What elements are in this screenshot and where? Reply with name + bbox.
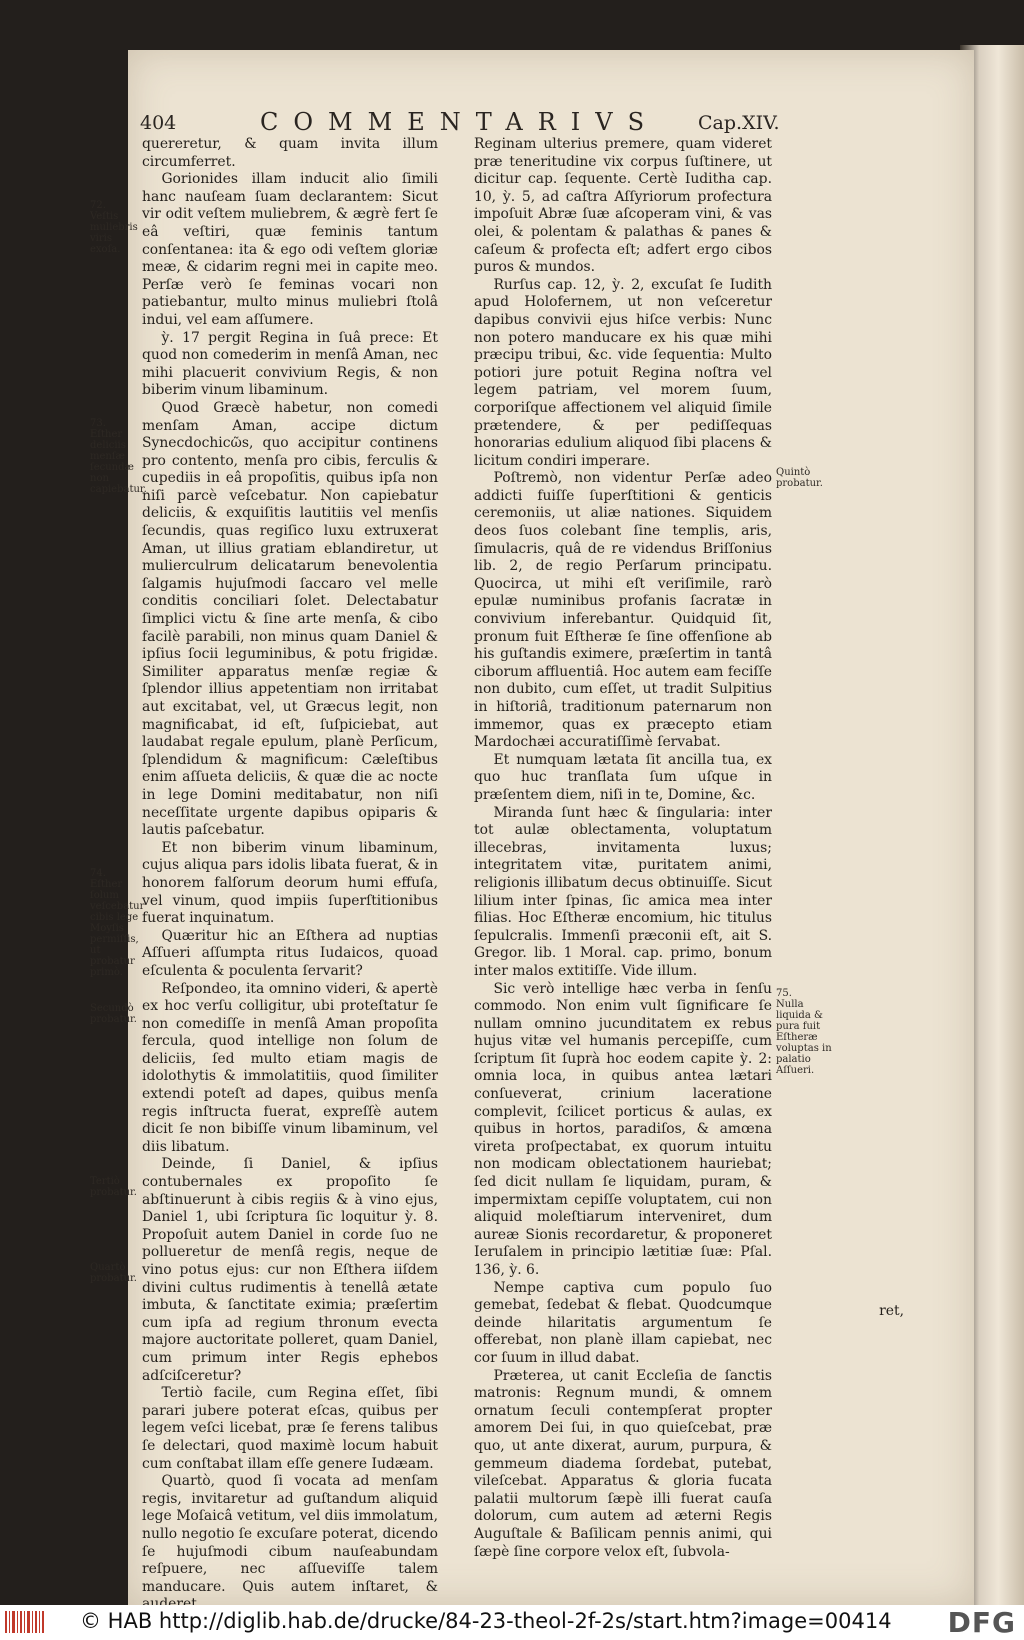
margin-note-number: 74.	[90, 868, 106, 879]
paragraph: Gorionides illam inducit alio ſimili hanc nauſeam ſuam declarantem: Sicut vir odit veſtem muliebrem, & ægrè fert ſe eâ veſtiri, quæ feminis tantum conſentanea: ita & ego odi veſtem gloriæ meæ, & cidarim regni mei in capite meo. Perſæ verò ſe feminas vocari non patiebantur, multo minus muliebri ſtolâ indui, vel eam aſſumere.	[142, 171, 438, 328]
paragraph: ỳ. 17 pergit Regina in ſuâ prece: Et quod non comederim in menſâ Aman, nec mihi placuerit convivium Regis, & non biberim vinum libaminum.	[142, 329, 438, 399]
paragraph: Miranda ſunt hæc & ſingularia: inter tot aulæ oblectamenta, voluptatum illecebras, invitamenta luxus; integritatem vitæ, puritatem animi, religionis illibatum decus obtinuiſſe. Sicut lilium inter ſpinas, ſic amica mea inter filias. Hoc Eſtheræ encomium, hic titulus ſepulcralis. Immenſi præconii eſt, ait S. Gregor. lib. 1 Moral. cap. primo, bonum inter malos extitiſſe. Vide illum.	[474, 804, 772, 979]
margin-note-number: 72.	[90, 200, 106, 211]
margin-note-73	[90, 418, 147, 495]
paragraph: quereretur, & quam invita illum circumferret.	[142, 136, 438, 170]
paragraph: Et numquam lætata ſit ancilla tua, ex quo huc tranſlata ſum uſque in præſentem diem, niſi in te, Domine, &c.	[474, 751, 772, 803]
source-link[interactable]: © HAB http://diglib.hab.de/drucke/84-23-theol-2f-2s/start.htm?image=00414	[80, 1609, 892, 1633]
margin-note-75	[776, 988, 836, 1076]
margin-note-text: Secundò probatur.	[90, 1003, 137, 1025]
paragraph: Reſpondeo, ita omnino videri, & apertè ex hoc verſu colligitur, ubi proteſtatur ſe non comediſſe in menſâ Aman propoſita fercula, quod intellige non ſolum de deliciis, ſed multo etiam magis de idolothytis & immolatitiis, quod ſimiliter extendi poteſt ad dapes, quibus menſa regis inſtructa fuerat, expreſſè autem dicit ſe non bibiſſe vinum libaminum, vel diis libatum.	[142, 980, 438, 1155]
margin-note-text: Quartò probatur.	[90, 1262, 137, 1284]
catchword: ret,	[879, 1303, 904, 1319]
footer-bar	[0, 1605, 1024, 1640]
margin-note-number: 75.	[776, 988, 792, 999]
margin-note-text: Nulla liquida & pura fuit Eſtheræ voluptas in palatio Aſſueri.	[776, 999, 832, 1076]
paragraph: Rurſus cap. 12, ỳ. 2, excuſat ſe Iudith apud Holofernem, ut non veſceretur dapibus convivii ejus hiſce verbis: Nunc non potero manducare ex his quæ mihi præcipu tribui, &c. vide ſequentia: Multo potiori jure potuit Regina noſtra vel legem patriam, vel morem ſuum, corporiſque affectionem vel aliquid ſimile prætendere, & per pediſſequas honorarias edulium aliquod ſibi placens & licitum condiri imperare.	[474, 276, 772, 469]
paragraph: Et non biberim vinum libaminum, cujus aliqua pars idolis libata fuerat, & in honorem falſorum deorum humi effuſa, vel vinum, quod impiis ſuperſtitionibus fuerat inquinatum.	[142, 839, 438, 927]
margin-note-text: Tertiò probatur.	[90, 1176, 137, 1198]
paragraph: Sic verò intellige hæc verba in ſenſu commodo. Non enim vult ſignificare ſe nullam omnino jucunditatem ex rebus hujus vitæ vel humanis percepiſſe, cum ſcriptum ſit ſuprà hoc eodem capite ỳ. 2: omnia loca, in quibus antea lætari conſueverat, crinium laceratione complevit, ſcilicet porticus & aulas, ex quibus in hortos, paradiſos, & amœna vireta proſpectabat, ex quorum intuitu non modicam oblectationem hauriebat; ſed dicit nullam ſe liquidam, puram, & impermixtam cepiſſe voluptatem, cui non aliquid moleſtiarum interveniret, dum aureæ Sionis recordaretur, & proponeret Ieruſalem in principio lætitiæ ſuæ: Pſal. 136, ỳ. 6.	[474, 980, 772, 1278]
margin-note-text: Veſtis muliebris viris exoſa.	[90, 211, 138, 255]
margin-note-quarto	[90, 1262, 142, 1284]
margin-note-tertio	[90, 1176, 142, 1198]
paragraph: Tertiò facile, cum Regina eſſet, ſibi parari jubere poterat eſcas, quibus per legem veſci licebat, præ ſe ferens talibus ſe delectari, quod maximè locum habuit cum conſtabat illam eſſe genere Iudæam.	[142, 1385, 438, 1472]
chapter-label: Cap.XIV.	[698, 112, 780, 134]
paragraph: Reginam ulterius premere, quam videret præ teneritudine vix corpus ſuſtinere, ut dicitur cap. ſequente. Certè Iuditha cap. 10, ỳ. 5, ad caſtra Aſſyriorum profectura impoſuit Abræ ſuæ aſcoperam vini, & vas olei, & polentam & palathas & panes & caſeum & profecta eſt; adfert ergo cibos puros & mundos.	[474, 136, 772, 276]
text-column-right	[474, 136, 772, 1561]
margin-note-secundo	[90, 1003, 142, 1025]
paragraph: Poſtremò, non videntur Perſæ adeo addicti fuiſſe ſuperſtitioni & genticis ceremoniis, ut aliæ nationes. Siquidem deos ſuos colebant ſine templis, aris, ſimulacris, quâ de re videndus Briſſonius lib. 2, de regio Perſarum principatu. Quocirca, ut mihi eſt veriſimile, rarò epulæ numinibus profanis ſacratæ in convivium inferebantur. Quidquid ſit, pronum fuit Eſtheræ ſe ſine offenſione ab his guſtandis eximere, præſertim in tantâ ciborum affluentiâ. Hoc autem eam feciſſe non dubito, cum eſſet, ut tradit Sulpitius in hiſtoriâ, traditionum paternarum non immemor, quas ex præcepto etiam Mardochæi accuratiſſimè ſervabat.	[474, 470, 772, 751]
margin-note-text: Eſther deliciis menſæ ſecundæ non capiebatur.	[90, 429, 147, 495]
paragraph: Quod Græcè habetur, non comedi menſam Aman, accipe dictum Synecdochicῶs, quo accipitur continens pro contento, menſa pro cibis, ferculis & cupediis in eâ propoſitis, quibus ipſa non niſi parcè veſcebatur. Non capiebatur deliciis, & exquiſitis lautitiis vel menſis ſecundis, quas regiſico luxu extruxerat Aman, ut illius gratiam eblandiretur, ut mulierculrum delicatarum benevolentia ſalgamis hujuſmodi ſaccaro vel melle conditis conciliari ſolet. Delectabatur ſimplici victu & ſine arte menſa, & cibo facilè parabili, non minus quam Daniel & ipſius ſocii leguminibus, & potu frigidæ. Similiter apparatus menſæ regiæ & ſplendor illius appetentiam non irritabat aut excitabat, vel, ut Græcus legit, non magnificabat, id eſt, ſuſpiciebat, aut laudabat regale epulum, planè Perſicum, ſplendidum & magnificum: Cæleſtibus enim aſſueta deliciis, & quæ die ac nocte in lege Domini meditabatur, non niſi neceſſitate urgente dapibus opiparis & lautis paſcebatur.	[142, 399, 438, 839]
margin-note-quinto	[776, 467, 836, 489]
running-title: COMMENTARIVS	[260, 108, 660, 136]
margin-note-number: 73.	[90, 418, 106, 429]
paragraph: Quæritur hic an Eſthera ad nuptias Aſſueri aſſumpta ritus Iudaicos, quoad eſculenta & poculenta ſervarit?	[142, 927, 438, 979]
paragraph: Præterea, ut canit Eccleſia de ſanctis matronis: Regnum mundi, & omnem ornatum ſeculi contempſerat propter amorem Dei ſui, in quo quieſcebat, præ quo, ut ante dixerat, aurum, purpura, & gemmeum diadema ſordebat, putebat, vileſcebat. Apparatus & gloria fucata palatii multorum ſæpè illi fuerat cauſa dolorum, cum autem ad æterni Regis Auguſtale & Baſilicam pennis animi, qui ſæpè ſine corpore velox eſt, ſubvola-	[474, 1367, 772, 1560]
dfg-logo: DFG	[947, 1606, 1016, 1639]
page-header	[0, 108, 1024, 138]
page-number: 404	[140, 112, 177, 134]
text-column-left	[142, 136, 438, 1614]
margin-note-74	[90, 868, 145, 978]
paragraph: Deinde, ſi Daniel, & ipſius contubernales ex propoſito ſe abſtinuerunt à cibis regiis & à vino ejus, Daniel 1, ubi ſcriptura ſic loquitur ỳ. 8. Propoſuit autem Daniel in corde ſuo ne pollueretur de menſâ regis, neque de vino potus ejus: cur non Eſthera iiſdem divini cultus rudimentis à tenellâ ætate imbuta, & ſanctitate eximia; præſertim cum ipſa ad regium thronum evecta majore auctoritate polleret, quam Daniel, cum primum inter Regis ephebos adſciſceretur?	[142, 1156, 438, 1384]
margin-note-text: Quintò probatur.	[776, 467, 823, 489]
margin-note-72	[90, 200, 142, 255]
paragraph: Quartò, quod ſi vocata ad menſam regis, invitaretur ad guſtandum aliquid lege Moſaicâ vetitum, vel diis immolatum, nullo negotio ſe excuſare poterat, dicendo ſe hujuſmodi cibum nauſeabundam reſpuere, nec aſſueviſſe talem manducare. Quis autem inſtaret, &	[142, 1473, 438, 1595]
paragraph: Nempe captiva cum populo ſuo gemebat, ſedebat & flebat. Quodcumque deinde hilaritatis argumentum ſe offerebat, non planè illam capiebat, nec cor ſuum in illud dabat.	[474, 1279, 772, 1366]
barcode-icon	[4, 1609, 46, 1635]
margin-note-text: Eſther ſolum veſcebatur cibis lege Moyſis permiſſis, ut probatur primò.	[90, 879, 145, 978]
